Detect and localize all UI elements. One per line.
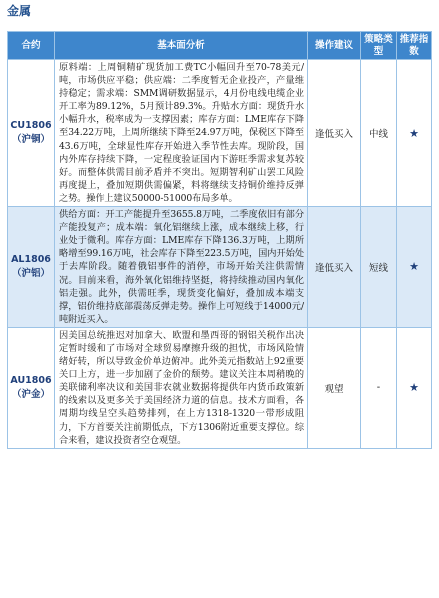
contract-code: CU1806 — [10, 120, 52, 132]
contract-code: AU1806 — [10, 374, 52, 386]
table-header-row — [8, 32, 432, 60]
strategy-cell: 中线 — [361, 60, 397, 207]
analysis-cell: 因美国总统推迟对加拿大、欧盟和墨西哥的钢铝关税作出决定暂时缓和了市场对全球贸易摩擦升级的担忧，市场风险情绪好转，所以导致金价单边俯冲。此外美元指数站上92重要关口上方，进一步加剧了金价的颓势。建议关注本周稍晚的美联储利率决议和美国非农就业数据将提供年内货币政策新的线索以及更多关于美国经济力道的信息。技术方面看，各周期均线呈空头趋势排列，在上方1318-1320一带形成阻力，下方首要关注前期低点，下方1306附近重要支撑位。综合来看，建议投资者空仓观望。 — [55, 327, 308, 448]
contract-name: （沪铜） — [11, 134, 50, 146]
header-strategy: 策略类型 — [361, 32, 397, 60]
table-row-au — [8, 327, 432, 448]
header-analysis: 基本面分析 — [55, 32, 308, 60]
rating-star-icon: ★ — [397, 60, 432, 207]
table-row-al — [8, 207, 432, 328]
contract-cell — [8, 60, 55, 207]
strategy-cell: - — [361, 327, 397, 448]
contract-name: （沪金） — [11, 388, 50, 400]
header-rating: 推荐指数 — [397, 32, 432, 60]
analysis-cell: 原料端：上周铜精矿现货加工费TC小幅回升至70-78美元/吨，市场供应平稳；供应端：二季度暂无企业投产，产量维持稳定；需求端：SMM调研数据显示，4月份电线电缆企业开工率为89.12%，5月预计89.3%。升贴水方面：现货升水小幅升水，税率成为一支撑因素；库存方面：LME库存下降至34.22万吨，上周所继续下降至24.97万吨，保税区下降至43.6万吨，全球显性库存开始进入季节性去库。现阶段，国内外库存持续下降，一定程度验证国内下游旺季需求复苏较好。而整体供需目前矛盾并不突出。短期智利矿山罢工风险再度提上，叠加短期供需偏紧，料将继续支持铜价维持反弹之势。操作上建议50000-51000布局多单。 — [55, 60, 308, 207]
strategy-cell: 短线 — [361, 207, 397, 328]
table-row-cu — [8, 60, 432, 207]
contract-name: （沪铝） — [11, 267, 50, 279]
metals-table — [7, 31, 432, 449]
rating-star-icon: ★ — [397, 207, 432, 328]
contract-code: AL1806 — [11, 253, 51, 265]
rating-star-icon: ★ — [397, 327, 432, 448]
header-contract: 合约 — [8, 32, 55, 60]
analysis-cell: 供给方面：开工产能提升至3655.8万吨，二季度依旧有部分产能投复产；成本端：氧化铝继续上涨，成本继续上移，行业处于微利。库存方面：LME库存下降136.3万吨，上期所略增至99.16万吨，社会库存下降至223.5万吨，国内开始处于去库阶段。随着俄铝事件的消停，市场开始关注供需情况。目前来看，海外氧化铝维持坚挺，将持续推动国内氧化铝走强。此外，供需旺季，现货变化偏好，叠加成本端支撑，铝价维持底部震荡反弹走势。操作上可短线于14000元/吨附近买入。 — [55, 207, 308, 328]
header-advice: 操作建议 — [308, 32, 361, 60]
contract-cell — [8, 327, 55, 448]
section-title: 金属 — [7, 4, 32, 18]
advice-cell: 逢低买入 — [308, 207, 361, 328]
advice-cell: 观望 — [308, 327, 361, 448]
contract-cell — [8, 207, 55, 328]
advice-cell: 逢低买入 — [308, 60, 361, 207]
